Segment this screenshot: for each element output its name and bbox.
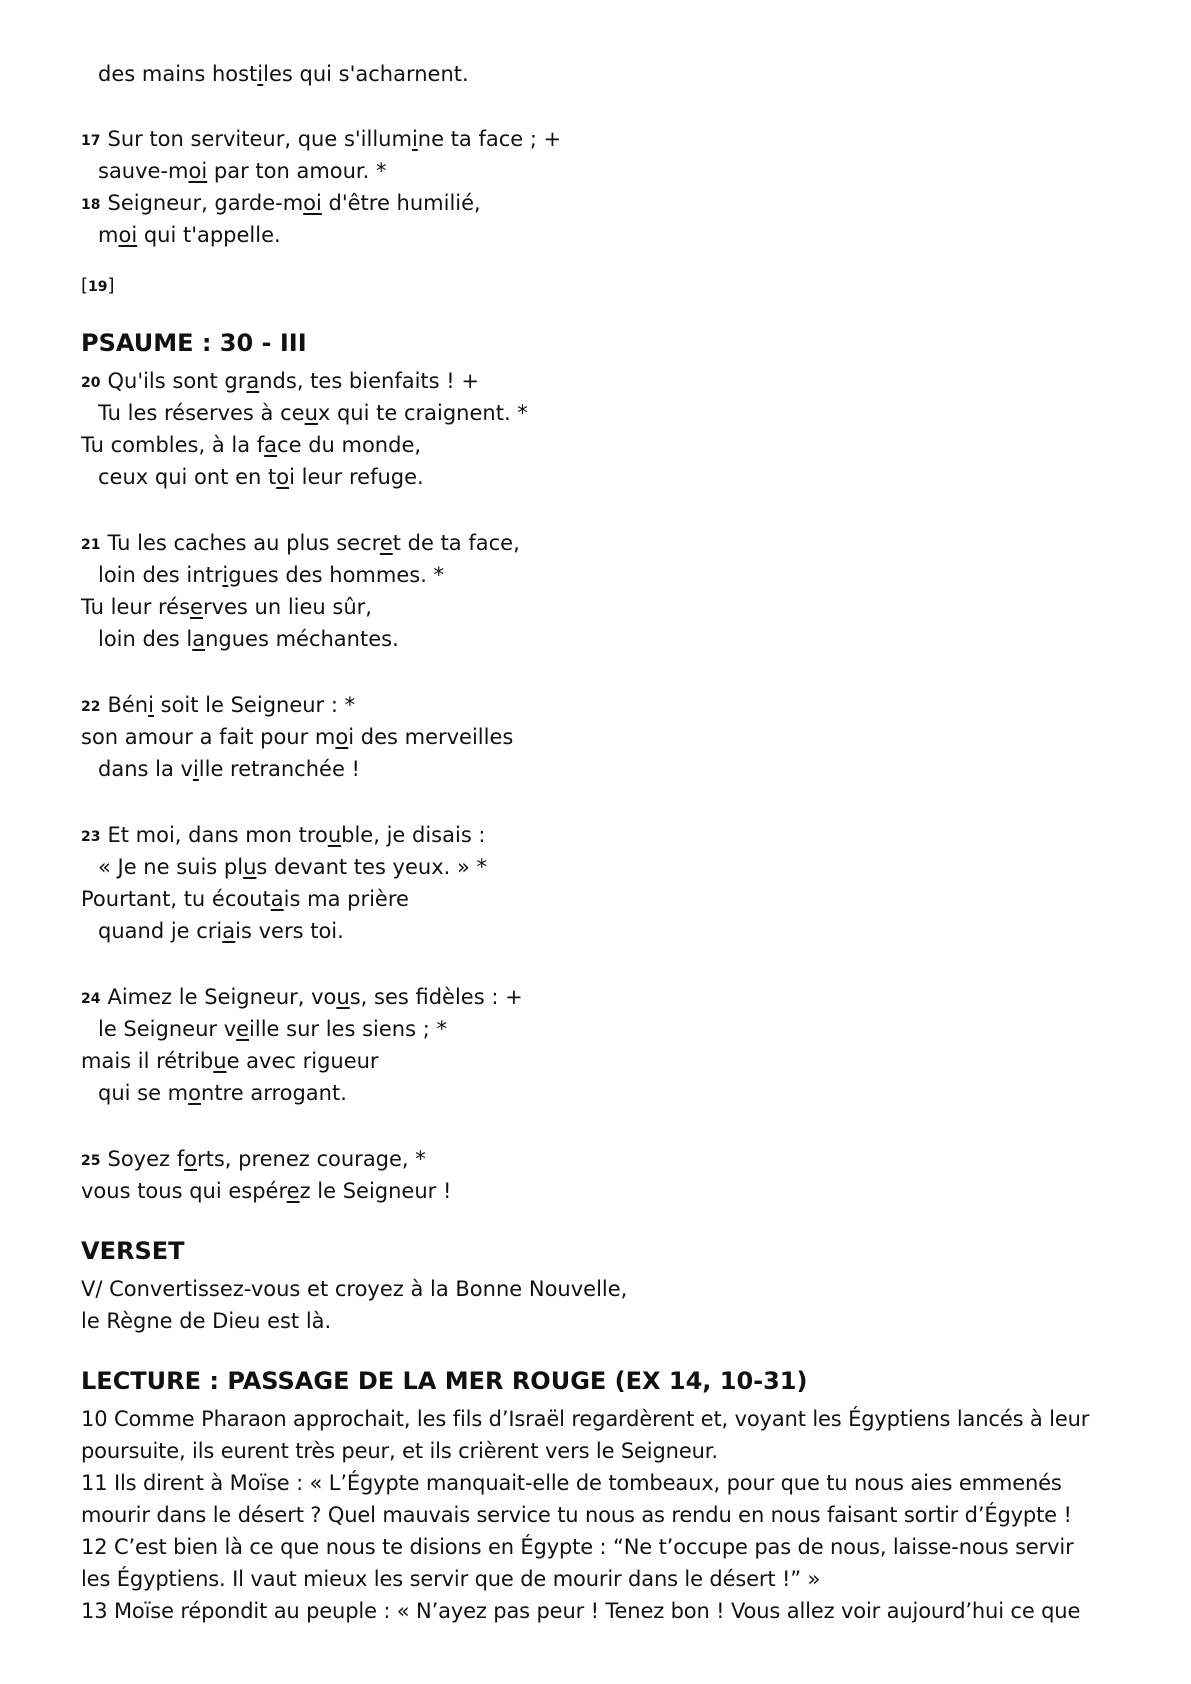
verse-line: Tu les réserves à ceux qui te craignent. * (98, 401, 528, 425)
verse-line: loin des intrigues des hommes. * (98, 563, 445, 587)
verse-line: vous tous qui espérez le Seigneur ! (81, 1179, 452, 1203)
verse-line: 25 Soyez forts, prenez courage, * (81, 1145, 426, 1173)
verse-line: moi qui t'appelle. (98, 223, 281, 247)
verse-line: 23 Et moi, dans mon trouble, je disais : (81, 821, 486, 849)
verse-line: loin des langues méchantes. (98, 627, 399, 651)
verse-line: 24 Aimez le Seigneur, vous, ses fidèles : + (81, 983, 523, 1011)
verse-number: 20 (81, 375, 101, 391)
verse-line: ceux qui ont en toi leur refuge. (98, 465, 424, 489)
verse-number: 22 (81, 699, 101, 715)
lecture-line: 12 C’est bien là ce que nous te disions en Égypte : “Ne t’occupe pas de nous, laisse-nous servir (81, 1535, 1074, 1559)
lecture-line: 11 Ils dirent à Moïse : « L’Égypte manquait-elle de tombeaux, pour que tu nous aies emmenés (81, 1471, 1062, 1495)
lecture-line: poursuite, ils eurent très peur, et ils crièrent vers le Seigneur. (81, 1439, 718, 1463)
lecture-line: mourir dans le désert ? Quel mauvais service tu nous as rendu en nous faisant sortir d’Égypte ! (81, 1503, 1072, 1527)
verse-number: 25 (81, 1153, 101, 1169)
verse-line: son amour a fait pour moi des merveilles (81, 725, 514, 749)
verset-line: V/ Convertissez-vous et croyez à la Bonne Nouvelle, (81, 1277, 628, 1301)
psalm-heading: PSAUME : 30 - III (81, 329, 307, 357)
verse-line: mais il rétribue avec rigueur (81, 1049, 379, 1073)
verse-line: 20 Qu'ils sont grands, tes bienfaits ! + (81, 367, 479, 395)
verse-line: quand je criais vers toi. (98, 919, 344, 943)
verse-line: Tu leur réserves un lieu sûr, (81, 595, 372, 619)
verse-line: 21 Tu les caches au plus secret de ta face, (81, 529, 520, 557)
verset-line: le Règne de Dieu est là. (81, 1309, 332, 1333)
lecture-line: les Égyptiens. Il vaut mieux les servir que de mourir dans le désert !” » (81, 1567, 821, 1591)
lecture-line: 13 Moïse répondit au peuple : « N’ayez pas peur ! Tenez bon ! Vous allez voir aujourd’hui ce que (81, 1599, 1081, 1623)
verset-heading: VERSET (81, 1237, 185, 1265)
verse-line: des mains hostiles qui s'acharnent. (98, 62, 469, 86)
verse-line: Tu combles, à la face du monde, (81, 433, 422, 457)
lecture-heading: LECTURE : PASSAGE DE LA MER ROUGE (EX 14, 10-31) (81, 1367, 808, 1395)
verse-number: 17 (81, 133, 101, 149)
verse-number: 24 (81, 991, 101, 1007)
verse-number: 21 (81, 537, 101, 553)
verse-line: 22 Béni soit le Seigneur : * (81, 691, 355, 719)
verse-line: dans la ville retranchée ! (98, 757, 360, 781)
verse-line: le Seigneur veille sur les siens ; * (98, 1017, 447, 1041)
verse-reference: [19] (81, 275, 115, 296)
verse-number: 18 (81, 197, 101, 213)
verse-line: sauve-moi par ton amour. * (98, 159, 387, 183)
lecture-line: 10 Comme Pharaon approchait, les fils d’Israël regardèrent et, voyant les Égyptiens lancés à leur (81, 1407, 1090, 1431)
verse-line: qui se montre arrogant. (98, 1081, 347, 1105)
verse-line: 18 Seigneur, garde-moi d'être humilié, (81, 189, 481, 217)
verse-number: 23 (81, 829, 101, 845)
verse-line: « Je ne suis plus devant tes yeux. » * (98, 855, 488, 879)
verse-line: 17 Sur ton serviteur, que s'illumine ta face ; + (81, 125, 561, 153)
verse-line: Pourtant, tu écoutais ma prière (81, 887, 409, 911)
